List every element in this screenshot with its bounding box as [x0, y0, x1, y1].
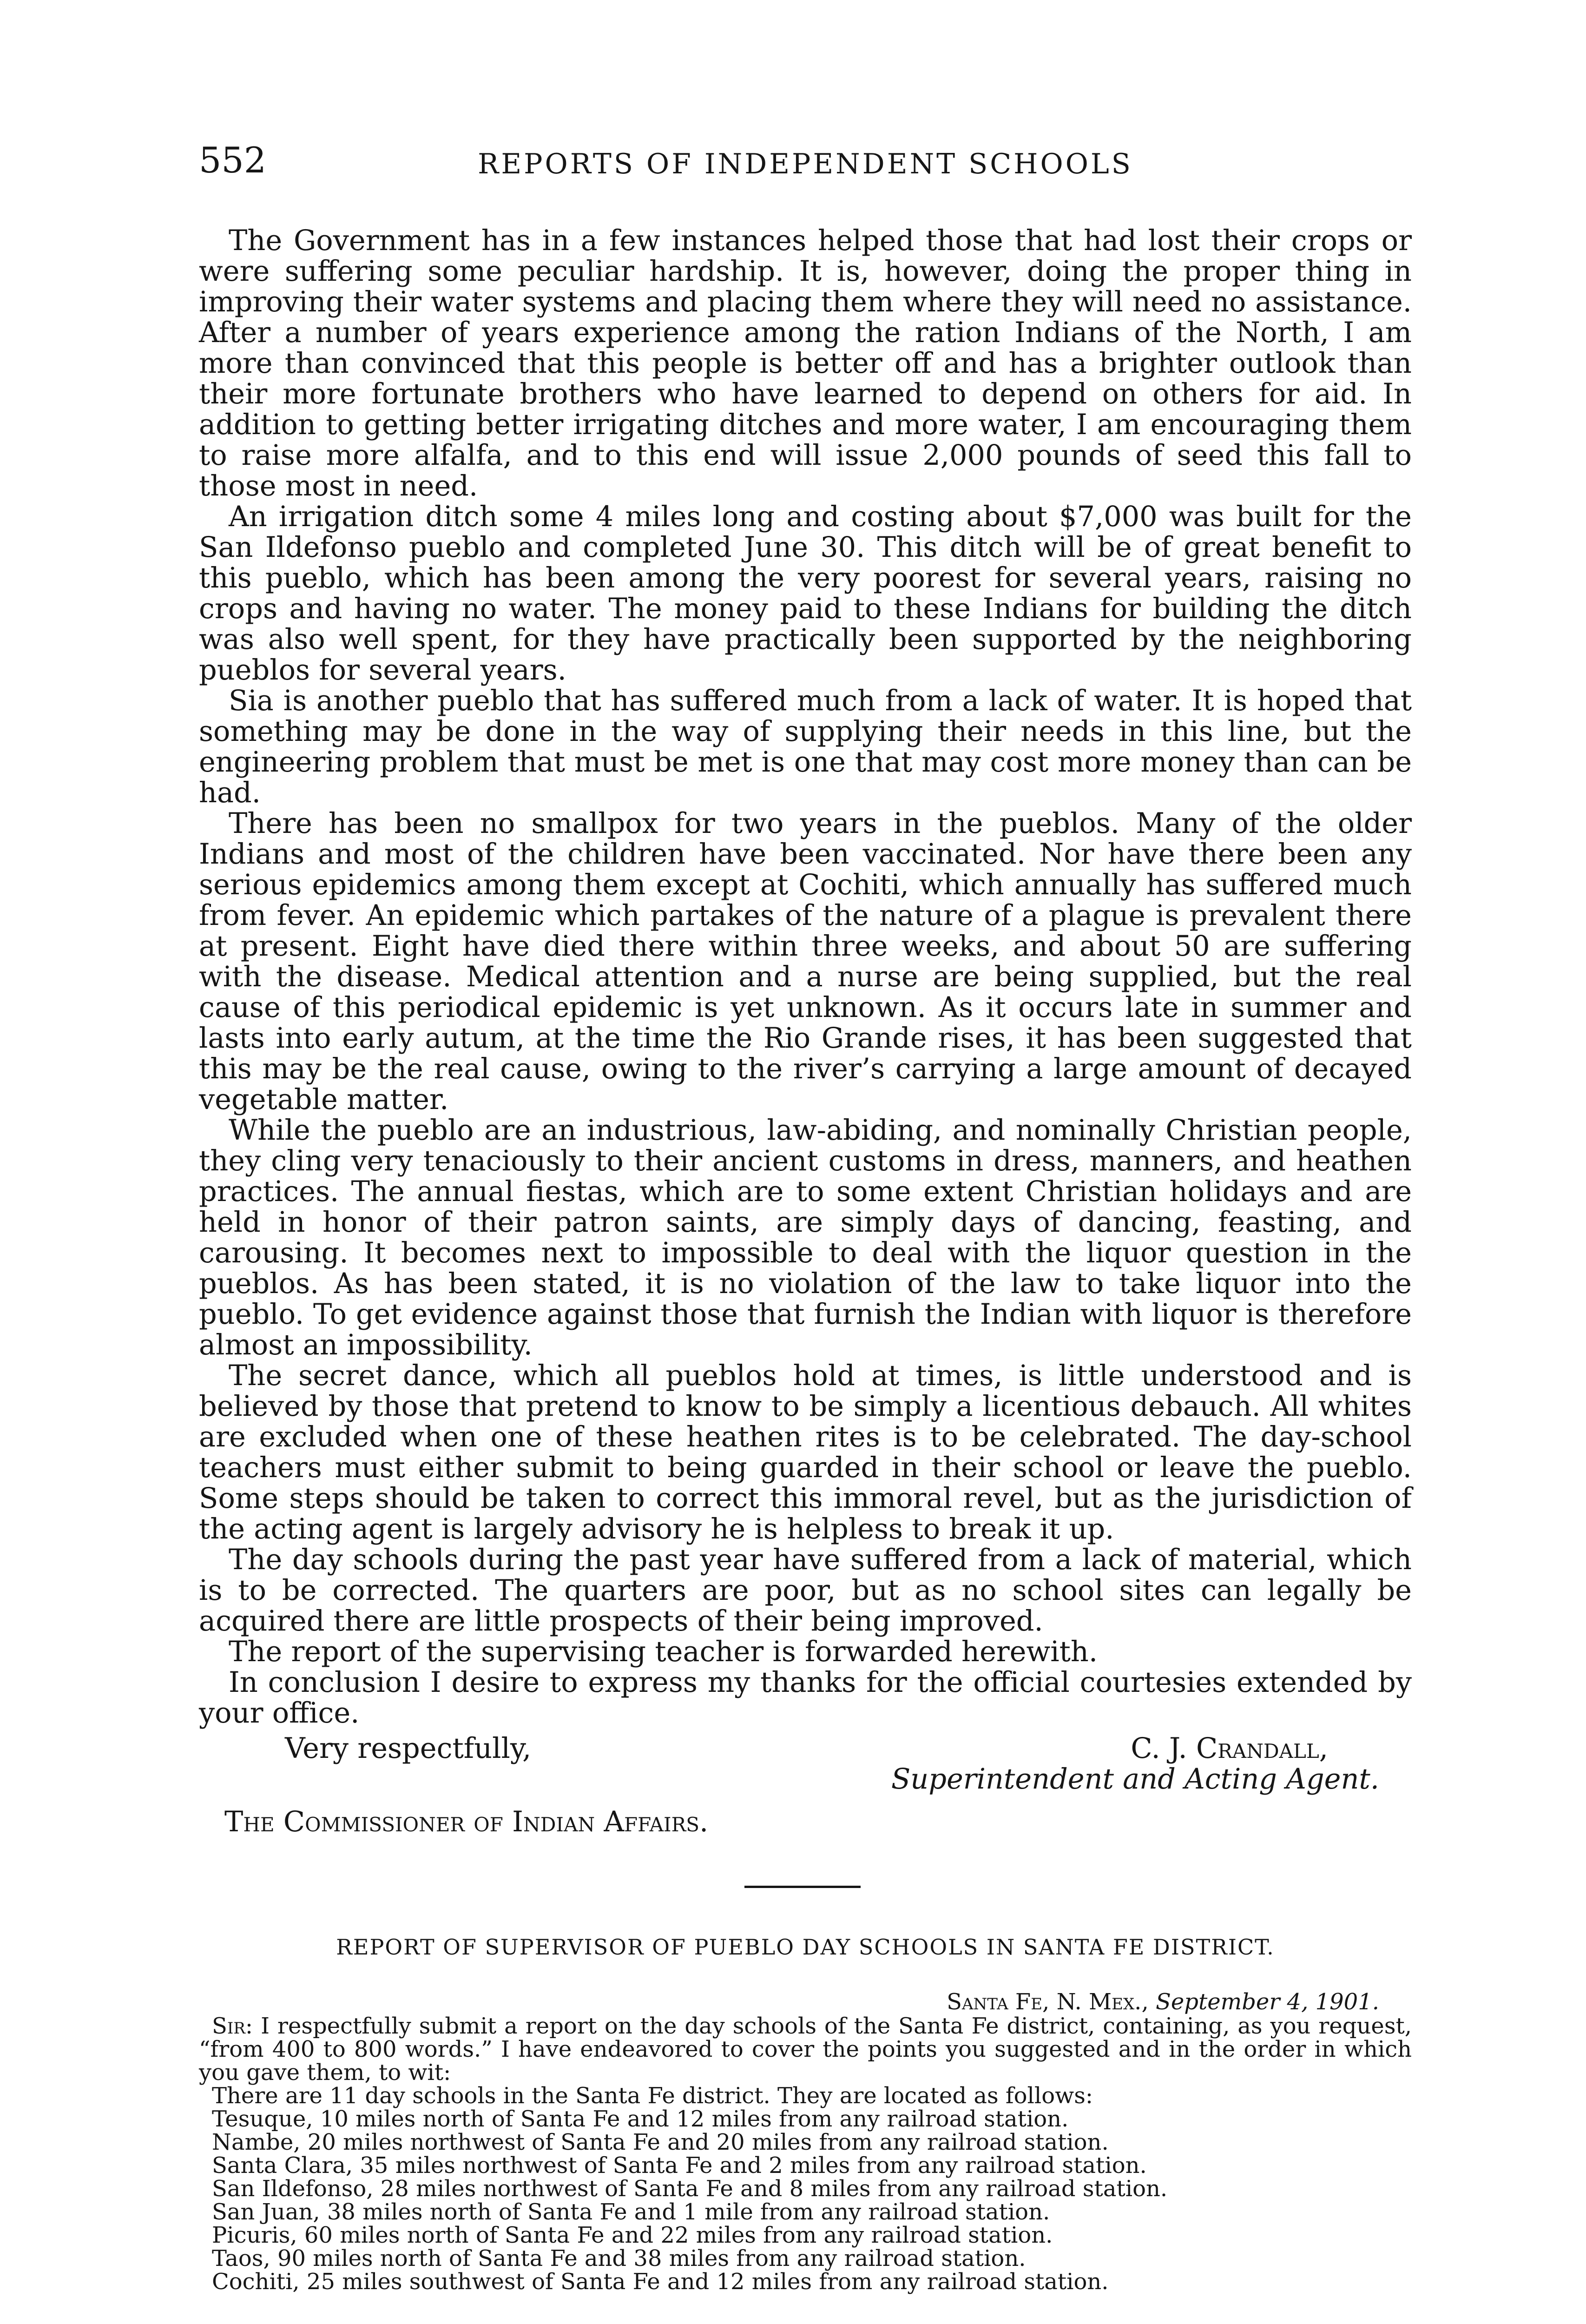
- closing: Very respectfully,: [285, 1732, 532, 1765]
- page-number: 552: [199, 139, 267, 181]
- salutation: Sir:: [212, 2013, 253, 2039]
- signature-title: Superintendent and Acting Agent.: [891, 1763, 1379, 1796]
- paragraph: The secret dance, which all pueblos hold at times, is little understood and is believed by those that pretend to know to be simply a licentious debauch. All whites are excluded when one of these heathen rites is to be celebrated. The day-school teachers must either submit to being guarded in their school or leave the pueblo. Some steps should be taken to correct this immoral revel, but as the jurisdiction of the acting agent is largely advisory he is helpless to break it up.: [199, 1360, 1412, 1545]
- report-intro: [199, 2014, 1412, 2084]
- signature: C. J. Crandall,: [1131, 1732, 1328, 1765]
- dateline: [199, 1989, 1412, 2014]
- location-item: Cochiti, 25 miles southwest of Santa Fe and 12 miles from any railroad station.: [212, 2269, 1109, 2295]
- letter-body: [199, 225, 1412, 1837]
- paragraph: There has been no smallpox for two years in the pueblos. Many of the older Indians and most of the children have been vaccinated. Nor have there been any serious epidemics among them except at Cochiti, which annually has suffered much from fever. An epidemic which partakes of the nature of a plague is prevalent there at present. Eight have died there within three weeks, and about 50 are suffering with the disease. Medical attention and a nurse are being supplied, but the real cause of this periodical epidemic is yet unknown. As it occurs late in summer and lasts into early autum, at the time the Rio Grande rises, it has been suggested that this may be the real cause, owing to the river’s carrying a large amount of decayed vegetable matter.: [199, 807, 1412, 1116]
- paragraph: An irrigation ditch some 4 miles long and costing about $7,000 was built for the San Ildefonso pueblo and completed June 30. This ditch will be of great benefit to this pueblo, which has been among the very poorest for several years, raising no crops and having no water. The money paid to these Indians for building the ditch was also well spent, for they have practically been supported by the neighboring pueblos for several years.: [199, 501, 1412, 687]
- paragraph: The day schools during the past year have suffered from a lack of material, which is to be corrected. The quarters are poor, but as no school sites can legally be acquired there are little prospects of their being improved.: [199, 1544, 1412, 1637]
- location-item: Nambe, 20 miles northwest of Santa Fe and 20 miles from any railroad station.: [212, 2129, 1109, 2155]
- section-divider: [744, 1886, 861, 1888]
- paragraph: The report of the supervising teacher is forwarded herewith.: [229, 1636, 1098, 1668]
- signature-title-line: [199, 1764, 1412, 1795]
- paragraph: Sia is another pueblo that has suffered much from a lack of water. It is hoped that something may be done in the way of supplying their needs in this line, but the engineering problem that must be met is one that may cost more money than can be had.: [199, 685, 1412, 809]
- running-head: REPORTS OF INDEPENDENT SCHOOLS: [478, 148, 1133, 180]
- school-count: There are 11 day schools in the Santa Fe district. They are located as follows:: [212, 2083, 1093, 2109]
- dateline-date: September 4, 1901.: [1155, 1989, 1379, 2015]
- paragraph: While the pueblo are an industrious, law-abiding, and nominally Christian people, they cling very tenaciously to their ancient customs in dress, manners, and heathen practices. The annual fiestas, which are to some extent Christian holidays and are held in honor of their patron saints, are simply days of dancing, feasting, and carousing. It becomes next to impossible to deal with the liquor question in the pueblos. As has been stated, it is no violation of the law to take liquor into the pueblo. To get evidence against those that furnish the Indian with liquor is therefore almost an impossibility.: [199, 1114, 1412, 1361]
- dateline-place: Santa Fe, N. Mex.,: [947, 1989, 1149, 2015]
- closing-block: [199, 1733, 1412, 1764]
- location-item: San Juan, 38 miles north of Santa Fe and 1 mile from any railroad station.: [212, 2199, 1050, 2225]
- location-item: San Ildefonso, 28 miles northwest of Santa Fe and 8 miles from any railroad station.: [212, 2176, 1168, 2202]
- page-header: [199, 139, 1412, 205]
- location-item: Taos, 90 miles north of Santa Fe and 38 miles from any railroad station.: [212, 2245, 1026, 2271]
- report-body: [199, 1989, 1412, 2293]
- intro-text: I respectfully submit a report on the day schools of the Santa Fe district, containing, as you request, “from 400 to 800 words.” I have endeavored to cover the points you suggested and in the order in which you gave them, to wit:: [199, 2013, 1412, 2086]
- location-item: Santa Clara, 35 miles northwest of Santa Fe and 2 miles from any railroad station.: [212, 2152, 1147, 2179]
- location-item: Tesuque, 10 miles north of Santa Fe and 12 miles from any railroad station.: [212, 2106, 1069, 2132]
- location-item: Picuris, 60 miles north of Santa Fe and 22 miles from any railroad station.: [212, 2222, 1053, 2248]
- addressee: The Commissioner of Indian Affairs.: [224, 1806, 709, 1838]
- report-heading: REPORT OF SUPERVISOR OF PUEBLO DAY SCHOOLS IN SANTA FE DISTRICT.: [336, 1934, 1275, 1960]
- paragraph: The Government has in a few instances helped those that had lost their crops or were suffering some peculiar hardship. It is, however, doing the proper thing in improving their water systems and placing them where they will need no assistance. After a number of years experience among the ration Indians of the North, I am more than convinced that this people is better off and has a brighter outlook than their more fortunate brothers who have learned to depend on others for aid. In addition to getting better irrigating ditches and more water, I am encouraging them to raise more alfalfa, and to this end will issue 2,000 pounds of seed this fall to those most in need.: [199, 224, 1412, 502]
- paragraph: In conclusion I desire to express my thanks for the official courtesies extended by your office.: [199, 1666, 1412, 1730]
